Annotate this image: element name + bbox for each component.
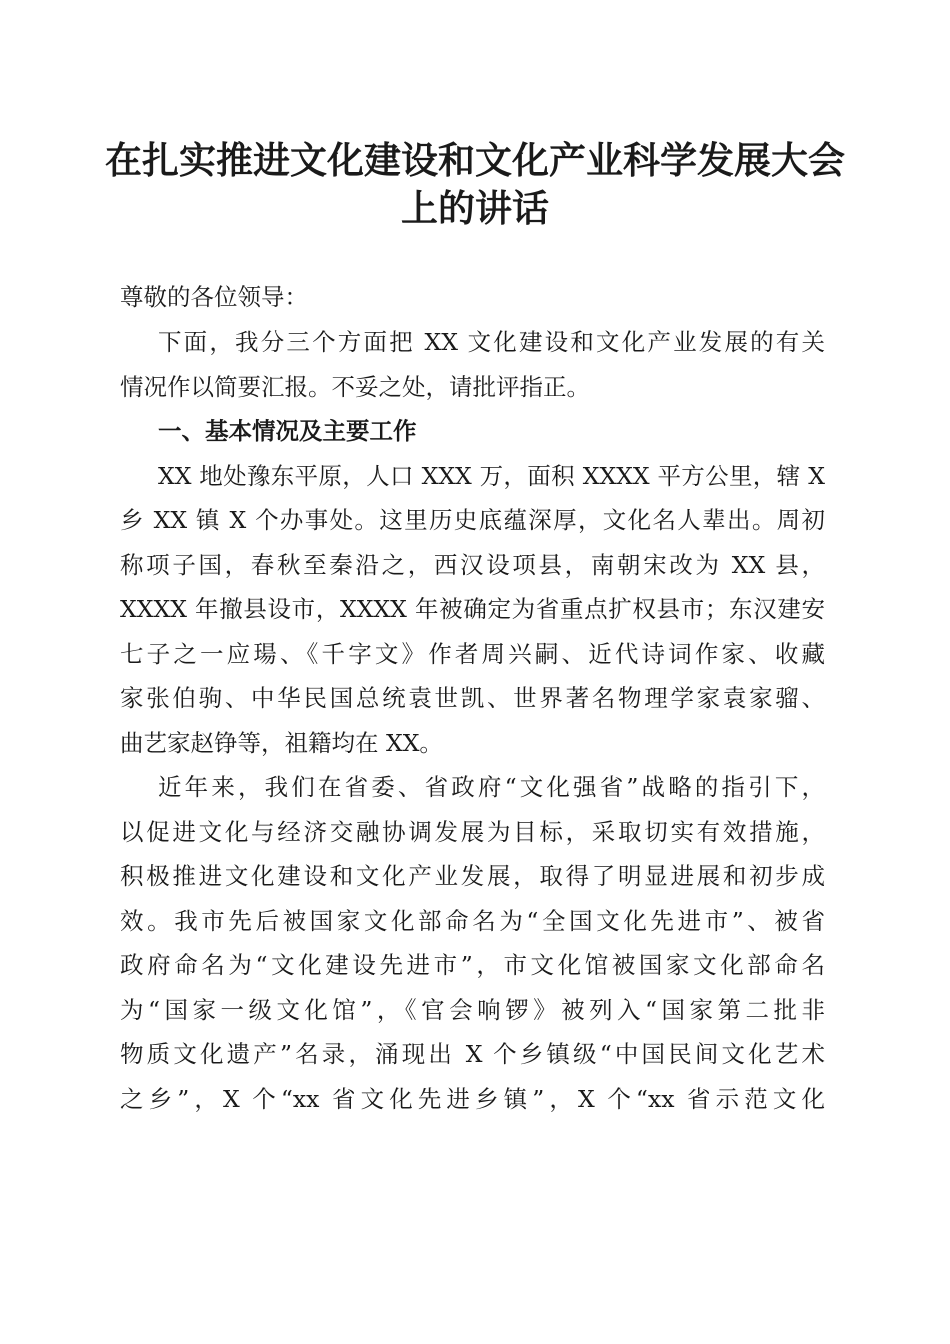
paragraph-line: 七子之一应瑒、《千字文》作者周兴嗣、近代诗词作家、收藏: [120, 640, 825, 668]
paragraph-line: XXXX 年撤县设市，XXXX 年被确定为省重点扩权县市；东汉建安: [120, 595, 825, 623]
salutation: 尊敬的各位领导：: [120, 283, 308, 311]
intro-line: 下面，我分三个方面把 XX 文化建设和文化产业发展的有关: [158, 328, 825, 356]
paragraph-line: 政府命名为“文化建设先进市”，市文化馆被国家文化部命名: [120, 951, 825, 979]
paragraph-line: 乡 XX 镇 X 个办事处。这里历史底蕴深厚，文化名人辈出。周初: [120, 506, 825, 534]
paragraph-line: 称项子国，春秋至秦沿之，西汉设项县，南朝宋改为 XX 县，: [120, 551, 825, 579]
intro-line: 情况作以简要汇报。不妥之处，请批评指正。: [120, 373, 590, 401]
paragraph-line: 积极推进文化建设和文化产业发展，取得了明显进展和初步成: [120, 862, 825, 890]
paragraph-line: 近年来，我们在省委、省政府“文化强省”战略的指引下，: [158, 773, 825, 801]
paragraph-line: 之乡”，X 个“xx 省文化先进乡镇”，X 个“xx 省示范文化: [120, 1085, 825, 1113]
paragraph-line: XX 地处豫东平原，人口 XXX 万，面积 XXXX 平方公里，辖 X: [158, 462, 825, 490]
paragraph-line: 曲艺家赵铮等，祖籍均在 XX。: [120, 729, 443, 757]
paragraph-line: 以促进文化与经济交融协调发展为目标，采取切实有效措施，: [120, 818, 825, 846]
paragraph-line: 物质文化遗产”名录，涌现出 X 个乡镇级“中国民间文化艺术: [120, 1040, 825, 1068]
section-heading: 一、基本情况及主要工作: [158, 417, 417, 445]
paragraph-line: 家张伯驹、中华民国总统袁世凯、世界著名物理学家袁家骝、: [120, 684, 825, 712]
document-title-line-2: 上的讲话: [401, 186, 549, 230]
paragraph-line: 效。我市先后被国家文化部命名为“全国文化先进市”、被省: [120, 907, 825, 935]
paragraph-line: 为“国家一级文化馆”，《官会响锣》被列入“国家第二批非: [120, 996, 825, 1024]
document-title-line-1: 在扎实推进文化建设和文化产业科学发展大会: [105, 138, 845, 182]
